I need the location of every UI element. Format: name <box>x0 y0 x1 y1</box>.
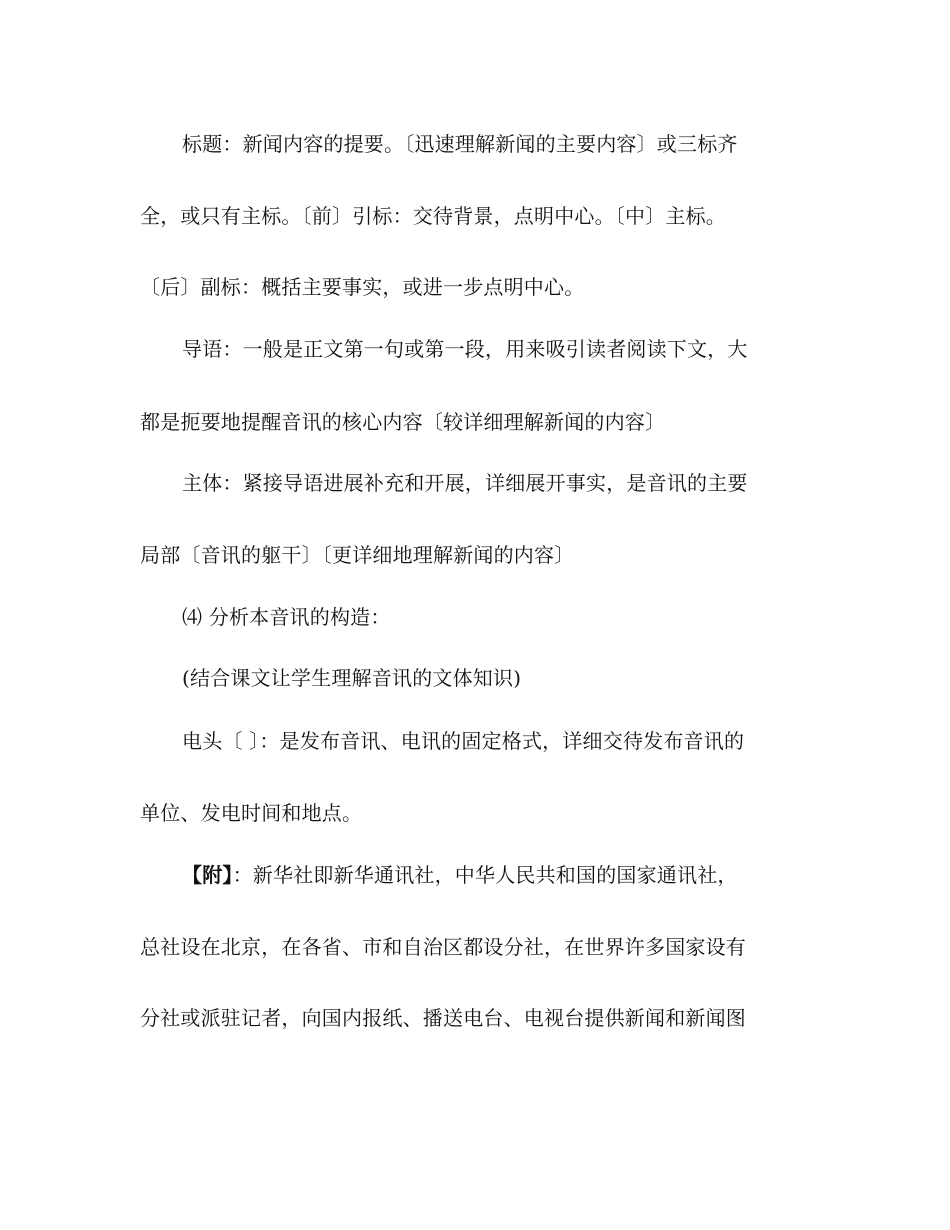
paragraph-dateline-line-2: 单位、发电时间和地点。 <box>140 801 363 825</box>
paragraph-appendix-line-1 <box>182 861 738 889</box>
section-heading: ⑷ 分析本音讯的构造： <box>182 605 391 629</box>
paragraph-dateline-line-1: 电头〔 〕：是发布音讯、电讯的固定格式，详细交待发布音讯的 <box>182 729 745 753</box>
paragraph-appendix-line-3: 分社或派驻记者，向国内报纸、播送电台、电视台提供新闻和新闻图 <box>140 1006 746 1030</box>
paragraph-lead-line-1: 导语：一般是正文第一句或第一段，用来吸引读者阅读下文，大 <box>182 337 748 361</box>
section-note: (结合课文让学生理解音讯的文体知识) <box>182 666 522 690</box>
paragraph-appendix-line-2: 总社设在北京，在各省、市和自治区都设分社，在世界许多国家设有 <box>140 935 746 959</box>
paragraph-title-line-3: 〔后〕副标：概括主要事实，或进一步点明中心。 <box>140 275 585 299</box>
appendix-label: 【附】 <box>182 863 233 887</box>
paragraph-title-line-1: 标题：新闻内容的提要。〔迅速理解新闻的主要内容〕或三标齐 <box>182 132 738 156</box>
paragraph-body-line-2: 局部〔音讯的躯干〕〔更详细地理解新闻的内容〕 <box>140 543 575 567</box>
paragraph-title-line-2: 全，或只有主标。〔前〕引标：交待背景，点明中心。〔中〕主标。 <box>140 204 726 228</box>
paragraph-lead-line-2: 都是扼要地提醒音讯的核心内容〔较详细理解新闻的内容〕 <box>140 410 666 434</box>
paragraph-body-line-1: 主体：紧接导语进展补充和开展，详细展开事实，是音讯的主要 <box>182 471 748 495</box>
appendix-text: ：新华社即新华通讯社，中华人民共和国的国家通讯社， <box>232 863 738 887</box>
